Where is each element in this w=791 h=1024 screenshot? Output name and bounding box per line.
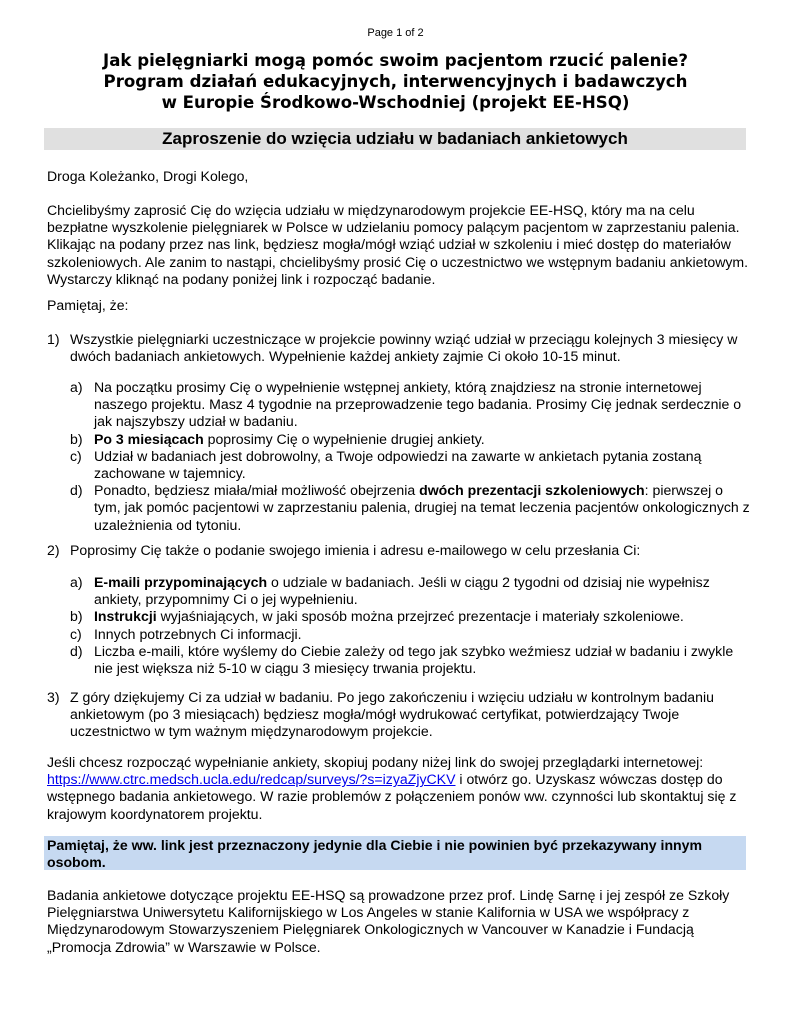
point-2-list — [70, 574, 751, 677]
list-item — [70, 608, 751, 625]
list-item — [70, 643, 751, 677]
list-item-text — [94, 626, 751, 643]
start-paragraph — [47, 754, 751, 823]
list-item-text — [94, 379, 751, 431]
closing-paragraph: Badania ankietowe dotyczące projektu EE-HSQ są prowadzone przez prof. Lindę Sarnę i jej zespół ze Szkoły Pielęgniarstwa Uniwersytetu Kalifornijskiego w Los Angeles w stanie Kalifornia w USA we współpracy z Międzynarodowym Stowarzyszeniem Pielęgniarek Onkologicznych w Vancouver w Kanadzie i Fundacją „Promocja Zdrowia” w Warszawie w Polsce. — [47, 887, 730, 955]
point-text: Z góry dziękujemy Ci za udział w badaniu. Po jego zakończeniu i wzięciu udziału w kontrolnym badaniu ankietowym (po 3 miesiącach) będziesz mogła/mógł wydrukować certyfikat, potwierdzający Twoje uczestnictwo w tym ważnym międzynarodowym projekcie. — [70, 689, 714, 740]
list-item-plain: Udział w badaniach jest dobrowolny, a Twoje odpowiedzi na zawarte w ankietach pytania zostaną zachowane w tajemnicy. — [94, 447, 702, 482]
list-item — [70, 626, 751, 643]
list-item-plain: o udziale w badaniach. Jeśli w ciągu 2 tygodni od dzisiaj nie wypełnisz ankiety, przypomnimy Ci o jej wypełnieniu. — [94, 574, 710, 608]
list-item-bold: E-maili przypominających — [94, 574, 268, 590]
warning-box — [44, 836, 746, 870]
greeting: Droga Koleżanko, Drogi Kolego, — [47, 168, 249, 184]
document-title — [40, 50, 751, 113]
point-marker: 2) — [47, 542, 60, 558]
title-line-3: w Europie Środkowo-Wschodniej (projekt EE-HSQ) — [161, 93, 630, 112]
list-marker: d) — [70, 642, 83, 659]
point-text: Poprosimy Cię także o podanie swojego imienia i adresu e-mailowego w celu przesłania Ci: — [70, 542, 641, 558]
point-marker: 3) — [47, 689, 60, 705]
list-item-plain: Liczba e-maili, które wyślemy do Ciebie zależy od tego jak szybko weźmiesz udział w badaniu i zwykle nie jest większa niż 5-10 w ciągu 3 miesięcy trwania projektu. — [94, 642, 734, 677]
list-item-plain: wyjaśniających, w jaki sposób można przejrzeć prezentacje i materiały szkoleniowe. — [156, 608, 684, 625]
title-line-1: Jak pielęgniarki mogą pomóc swoim pacjentom rzucić palenie? — [103, 51, 688, 70]
list-item-bold: Instrukcji — [94, 608, 157, 625]
list-marker: b) — [70, 608, 83, 625]
list-item — [70, 574, 751, 608]
title-line-2: Program działań edukacyjnych, interwencyjnych i badawczych — [103, 72, 688, 91]
list-marker: b) — [70, 430, 83, 447]
intro-paragraph: Chcielibyśmy zaprosić Cię do wzięcia udziału w międzynarodowym projekcie EE-HSQ, który ma na celu bezpłatne wyszkolenie pielęgniarek w Polsce w udzielaniu pomocy palącym pacjentom w zaprzestaniu palenia. Klikając na podany przez nas link, będziesz mogła/mógł wziąć udział w szkoleniu i mieć dostęp do materiałów szkoleniowych. Ale zanim to nastąpi, chcielibyśmy prosić Cię o uczestnictwo we wstępnym badaniu ankietowym. Wystarczy kliknąć na podany poniżej link i rozpocząć badanie. — [47, 202, 749, 287]
list-item — [70, 482, 751, 534]
list-item-text — [94, 574, 751, 608]
list-item-text — [94, 608, 751, 625]
point-marker: 1) — [47, 331, 60, 347]
warning-text: Pamiętaj, że ww. link jest przeznaczony jedynie dla Ciebie i nie powinien być przekazywany innym osobom. — [47, 837, 703, 871]
section-heading: Zaproszenie do wzięcia udziału w badaniach ankietowych — [44, 128, 746, 150]
list-marker: d) — [70, 482, 83, 499]
list-item-plain: poprosimy Cię o wypełnienie drugiej ankiety. — [203, 430, 485, 447]
list-marker: c) — [70, 625, 82, 642]
remember-label: Pamiętaj, że: — [47, 297, 129, 313]
list-item — [70, 448, 751, 482]
list-item-plain: Ponadto, będziesz miała/miał możliwość obejrzenia — [94, 482, 420, 499]
list-item-text — [94, 431, 751, 448]
point-2 — [47, 542, 751, 559]
list-item-plain: Innych potrzebnych Ci informacji. — [94, 625, 302, 642]
list-item-text — [94, 448, 751, 482]
point-1 — [47, 331, 751, 365]
list-item — [70, 379, 751, 431]
start-text-after: i otwórz go. Uzyskasz wówczas dostęp do wstępnego badania ankietowego. W razie problemów z połączeniem ponów ww. czynności lub skontaktuj się z krajowym koordynatorem projektu. — [47, 771, 737, 822]
start-text-before: Jeśli chcesz rozpocząć wypełnianie ankiety, skopiuj podany niżej link do swojej przeglądarki internetowej: — [47, 754, 704, 770]
point-1-list — [70, 379, 751, 534]
point-text: Wszystkie pielęgniarki uczestniczące w projekcie powinny wziąć udział w przeciągu kolejnych 3 miesięcy w dwóch badaniach ankietowych. Wypełnienie każdej ankiety zajmie Ci około 10-15 minut. — [70, 331, 738, 365]
list-item-text — [94, 643, 751, 677]
list-marker: c) — [70, 447, 82, 464]
page-number: Page 1 of 2 — [367, 27, 424, 39]
list-item-bold: Po 3 miesiącach — [94, 430, 204, 447]
list-item — [70, 431, 751, 448]
list-marker: a) — [70, 574, 83, 590]
list-item-plain: : pierwszej o tym, jak pomóc pacjentowi w zaprzestaniu palenia, drugiej na temat leczenia pacjentów onkologicznych z uzależnienia od tytoniu. — [94, 482, 750, 533]
list-item-bold: dwóch prezentacji szkoleniowych — [419, 482, 645, 499]
list-item-text — [94, 482, 751, 534]
point-3 — [47, 689, 751, 741]
list-marker: a) — [70, 379, 83, 395]
survey-link[interactable]: https://www.ctrc.medsch.ucla.edu/redcap/surveys/?s=izyaZjyCKV — [47, 771, 456, 788]
list-item-plain: Na początku prosimy Cię o wypełnienie wstępnej ankiety, którą znajdziesz na stronie internetowej naszego projektu. Masz 4 tygodnie na przeprowadzenie tego badania. Prosimy Cię jednak serdecznie o jak najszybszy udział w badaniu. — [94, 379, 742, 430]
